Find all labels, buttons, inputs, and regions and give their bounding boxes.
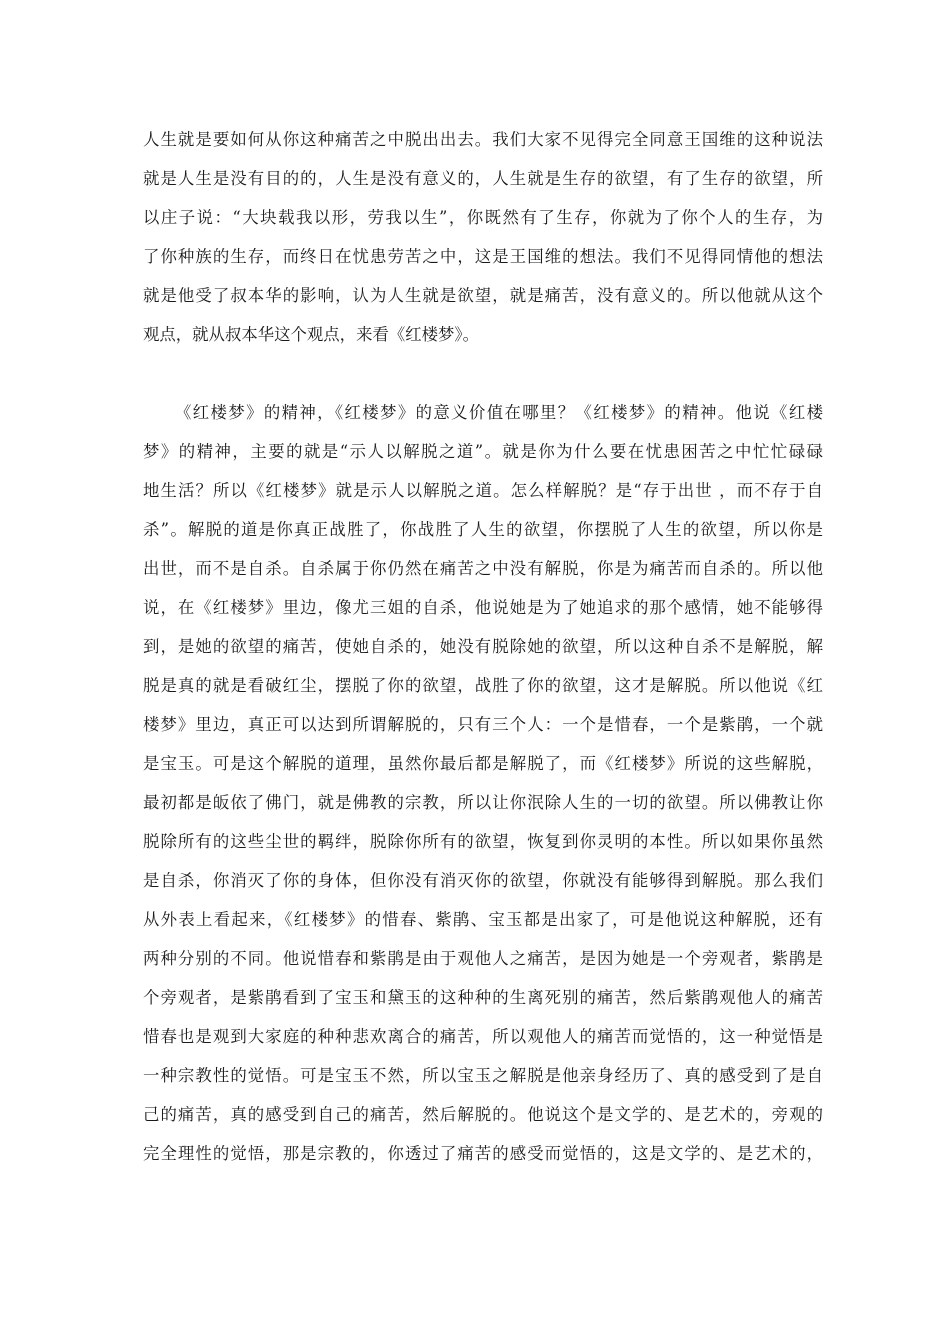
- text-line: 了你种族的生存，而终日在忧患劳苦之中，这是王国维的想法。我们不见得同情他的想法: [143, 247, 823, 266]
- text-line: 地生活？所以《红楼梦》就是示人以解脱之道。怎么样解脱？是“存于出世 ，而不存于自: [143, 481, 823, 500]
- text-line: 说，在《红楼梦》里边，像尤三姐的自杀，他说她是为了她追求的那个感情，她不能够得: [143, 598, 823, 617]
- text-line: 到，是她的欲望的痛苦，使她自杀的，她没有脱除她的欲望，所以这种自杀不是解脱，解: [143, 637, 823, 656]
- text-line: 梦》的精神，主要的就是“示人以解脱之道”。就是你为什么要在忧患困苦之中忙忙碌碌: [143, 442, 823, 461]
- text-line: 个旁观者，是紫鹃看到了宝玉和黛玉的这种种的生离死别的痛苦，然后紫鹃观他人的痛苦: [143, 988, 823, 1007]
- text-line: 出世，而不是自杀。自杀属于你仍然在痛苦之中没有解脱，你是为痛苦而自杀的。所以他: [143, 559, 823, 578]
- text-line: 观点，就从叔本华这个观点，来看《红楼梦》。: [143, 325, 480, 344]
- text-line: 《红楼梦》的精神，《红楼梦》的意义价值在哪里？《红楼梦》的精神。他说《红楼: [175, 403, 823, 422]
- text-line: 就是人生是没有目的的，人生是没有意义的，人生就是生存的欲望，有了生存的欲望，所: [143, 169, 823, 188]
- text-line: 两种分别的不同。他说惜春和紫鹃是由于观他人之痛苦，是因为她是一个旁观者，紫鹃是: [143, 949, 823, 968]
- text-line: 脱除所有的这些尘世的羁绊，脱除你所有的欲望，恢复到你灵明的本性。所以如果你虽然: [143, 832, 823, 851]
- text-line: 完全理性的觉悟，那是宗教的，你透过了痛苦的感受而觉悟的，这是文学的、是艺术的，: [143, 1144, 823, 1163]
- text-line: 以庄子说：“大块载我以形，劳我以生”，你既然有了生存，你就为了你个人的生存，为: [143, 208, 823, 227]
- text-line: 就是他受了叔本华的影响，认为人生就是欲望，就是痛苦，没有意义的。所以他就从这个: [143, 286, 823, 305]
- text-line: 杀”。解脱的道是你真正战胜了，你战胜了人生的欲望，你摆脱了人生的欲望，所以你是: [143, 520, 823, 539]
- text-line: 惜春也是观到大家庭的种种悲欢离合的痛苦，所以观他人的痛苦而觉悟的，这一种觉悟是: [143, 1027, 823, 1046]
- text-line: 脱是真的就是看破红尘，摆脱了你的欲望，战胜了你的欲望，这才是解脱。所以他说《红: [143, 676, 823, 695]
- text-line: 人生就是要如何从你这种痛苦之中脱出出去。我们大家不见得完全同意王国维的这种说法: [143, 130, 823, 149]
- text-line: 从外表上看起来，《红楼梦》的惜春、紫鹃、宝玉都是出家了，可是他说这种解脱，还有: [143, 910, 823, 929]
- text-line: 是宝玉。可是这个解脱的道理，虽然你最后都是解脱了，而《红楼梦》所说的这些解脱，: [143, 754, 823, 773]
- text-line: 是自杀，你消灭了你的身体，但你没有消灭你的欲望，你就没有能够得到解脱。那么我们: [143, 871, 823, 890]
- text-line: 己的痛苦，真的感受到自己的痛苦，然后解脱的。他说这个是文学的、是艺术的，旁观的: [143, 1105, 823, 1124]
- text-line: 楼梦》里边，真正可以达到所谓解脱的，只有三个人：一个是惜春，一个是紫鹃，一个就: [143, 715, 823, 734]
- text-line: 最初都是皈依了佛门，就是佛教的宗教，所以让你泯除人生的一切的欲望。所以佛教让你: [143, 793, 823, 812]
- text-line: 一种宗教性的觉悟。可是宝玉不然，所以宝玉之解脱是他亲身经历了、真的感受到了是自: [143, 1066, 823, 1085]
